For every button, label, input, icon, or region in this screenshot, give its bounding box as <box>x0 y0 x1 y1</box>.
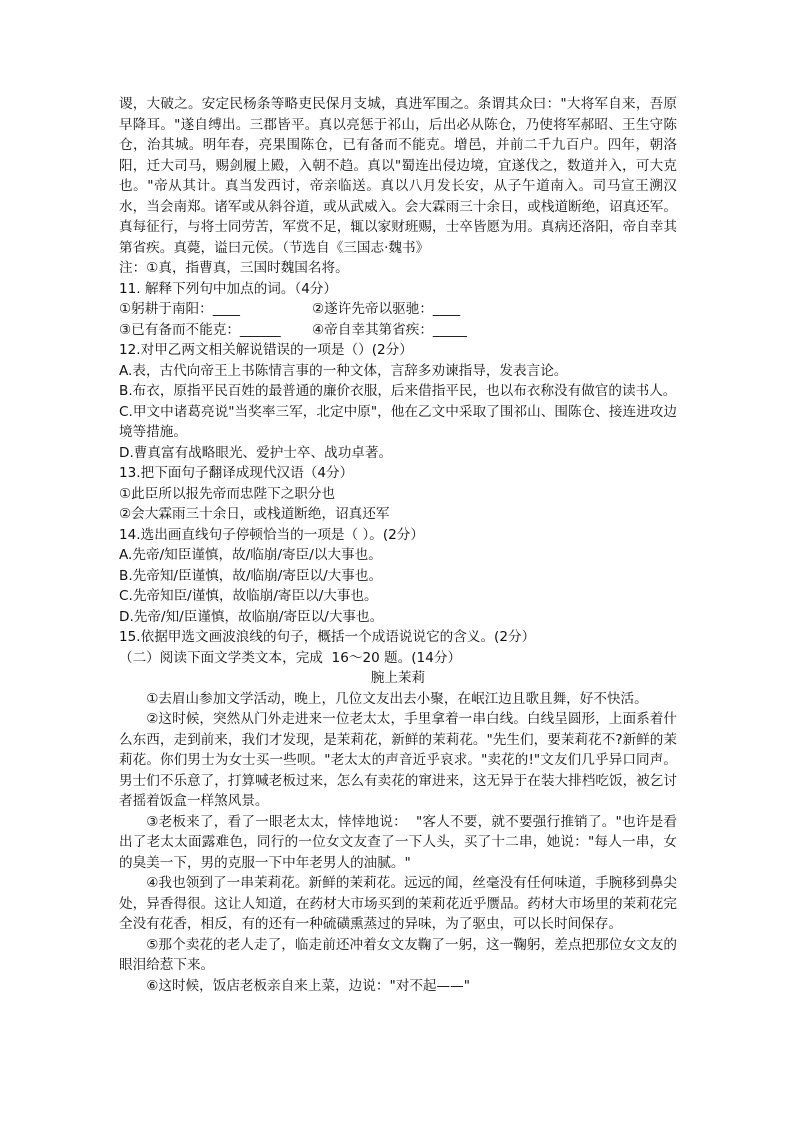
annotation-note: 注：①真，指曹真，三国时魏国名将。 <box>119 260 349 276</box>
question-14-option-c: C.先帝知臣/谨慎，故临崩/寄臣以/大事也。 <box>119 588 378 604</box>
question-11-row-1 <box>119 299 677 320</box>
story-paragraph-4: ④我也领到了一串茉莉花。新鲜的茉莉花。远远的闻，丝毫没有任何味道，手腕移到鼻尖处，异香得很。这让人知道，在药材大市场买到的茉莉花近乎赝品。药材大市场里的茉莉花完全没有花香，相反，有的还有一种硫磺熏蒸过的异味，为了驱虫，可以长时间保存。 <box>119 875 677 932</box>
story-paragraph-2: ②这时候，突然从门外走进来一位老太太，手里拿着一串白线。白线呈圆形，上面系着什么东西，走到前来，我们才发现，是茉莉花，新鲜的茉莉花。"先生们，要茉莉花不?新鲜的茉莉花。你们男士为女士买一些呗。"老太太的声音近乎哀求。"卖花的!"文友们几乎异口同声。男士们不乐意了，打算喊老板过来，怎么有卖花的窜进来，这无异于在装大排档吃饭，被乞讨者摇着饭盒一样煞风景。 <box>119 711 677 809</box>
story-paragraph-5: ⑤那个卖花的老人走了，临走前还冲着女文友鞠了一躬，这一鞠躬，差点把那位女文友的眼泪给惹下来。 <box>119 936 677 973</box>
question-11-item-3: ③已有备而不能克：______ <box>119 321 281 338</box>
question-11-row-2 <box>119 320 677 341</box>
question-15-stem: 15.依据甲选文画波浪线的句子，概括一个成语说说它的含义。(2分） <box>119 629 536 645</box>
question-12-option-d: D.曹真富有战略眼光、爱护士卒、战功卓著。 <box>119 444 393 461</box>
question-11-item-4: ④帝自幸其第省疾：_____ <box>312 321 467 338</box>
story-paragraph-3: ③老板来了，看了一眼老太太，悻悻地说： "客人不要，就不要强行推销了。"也许是看出了老太太面露难色，同行的一位女文友查了一下人头，买了十二串，她说："每人一串，女的臭美一下，男的克服一下中年老男人的油腻。" <box>119 813 677 871</box>
section-2-heading: （二）阅读下面文学类文本，完成 16～20 题。(14分） <box>119 649 462 666</box>
question-12-stem: 12.对甲乙两文相关解说错误的一项是（）(2分） <box>119 342 413 358</box>
question-11-item-1: ①躬耕于南阳：____ <box>119 301 240 317</box>
question-12-option-b: B.布衣，原指平民百姓的最普通的廉价衣服，后来借指平民，也以布衣称没有做官的读书人。 <box>119 383 677 399</box>
story-title: 腕上茉莉 <box>370 670 426 686</box>
passage-yi: 谡，大破之。安定民杨条等略吏民保月支城，真进军围之。条谓其众曰："大将军自来，吾原早降耳。"遂自缚出。三郡皆平。真以亮惩于祁山，后出必从陈仓，乃使将军郝昭、王生守陈仓，治其城。明年春，亮果围陈仓，已有备而不能克。增邑，并前二千九百户。四年，朝洛阳，迁大司马，赐剑履上殿，入朝不趋。真以"蜀连出侵边境，宜遂伐之，数道并入，可大克也。"帝从其计。真当发西讨，帝亲临送。真以八月发长安，从子午道南入。司马宣王溯汉水，当会南郑。诸军或从斜谷道，或从武威入。会大霖雨三十余日，或栈道断绝，诏真还军。真每征行，与将士同劳苦，军赏不足，辄以家财班赐，士卒皆愿为用。真病还洛阳，帝自幸其第省疾。真薨，谥曰元侯。（节选自《三国志·魏书》 <box>119 96 677 256</box>
question-14-stem: 14.选出画直线句子停顿恰当的一项是（ ）。(2分） <box>119 526 424 543</box>
question-13-sentence-1: ①此臣所以报先帝而忠陛下之职分也 <box>119 485 336 502</box>
question-12-option-a: A.表，古代向帝王上书陈情言事的一种文体，言辞多劝谏指导，发表言论。 <box>119 362 568 379</box>
question-11-stem: 11. 解释下列句中加点的词。（4分） <box>119 280 338 297</box>
question-12-option-c: C.甲文中诸葛亮说"当奖率三军，北定中原"，他在乙文中采取了围祁山、围陈仓、接连进攻边境等措施。 <box>119 403 677 440</box>
document-page <box>119 94 677 996</box>
question-11-item-2: ②遂许先帝以驱驰：____ <box>312 301 461 317</box>
story-paragraph-6: ⑥这时候，饭店老板亲自来上菜，边说："对不起——" <box>146 977 470 994</box>
question-14-option-a: A.先帝/知臣谨慎，故/临崩/寄臣/以大事也。 <box>119 547 382 563</box>
question-13-stem: 13.把下面句子翻译成现代汉语（4分） <box>119 465 354 481</box>
question-14-option-b: B.先帝知/臣谨慎，故/临崩/寄臣以/大事也。 <box>119 567 383 584</box>
question-14-option-d: D.先帝/知/臣谨慎，故临崩/寄臣以/大事也。 <box>119 608 384 625</box>
story-paragraph-1: ①去眉山参加文学活动，晚上，几位文友出去小聚，在岷江边且歌且舞，好不快活。 <box>146 690 648 707</box>
question-13-sentence-2: ②会大霖雨三十余日，或栈道断绝，诏真还军 <box>119 506 390 522</box>
